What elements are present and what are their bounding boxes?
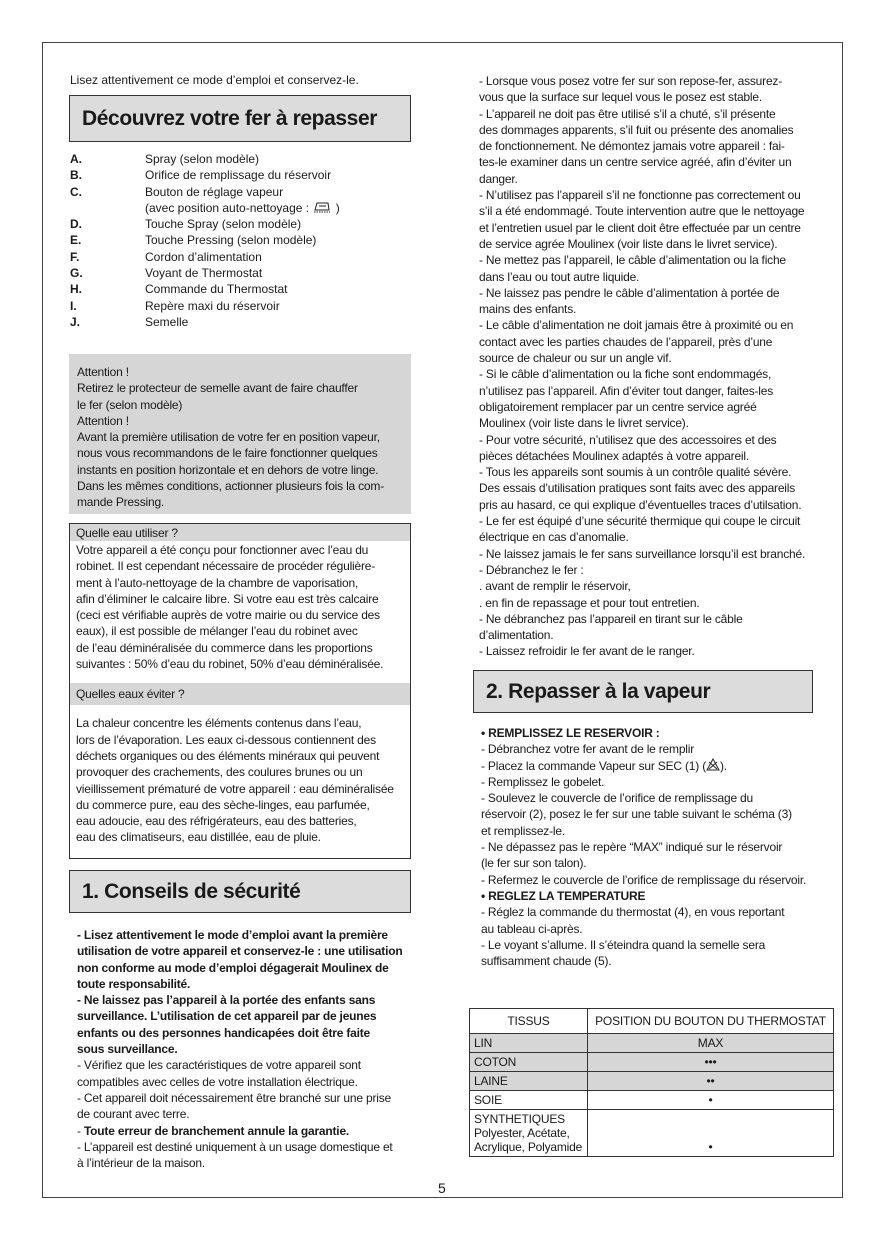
- heading-safety: 1. Conseils de sécurité: [69, 870, 411, 913]
- table-row: LAINE ••: [470, 1072, 834, 1091]
- safety-text: - Lisez attentivement le mode d’emploi avant la première utilisation de votre appareil et conservez-le : une utilisation non conforme au mode d’emploi dégagerait Moulinex de toute responsabilité. - Ne laissez pas l’appareil à la portée des enfants sans surveillance. L’utilisation de cet appareil par de jeunes enfants ou des personnes handicapées doit être faite sous surveillance. - Vérifiez que les caractéristiques de votre appareil sont compatibles avec celles de votre installation électrique. - Cet appareil doit nécessairement être branché sur une prise de courant avec terre. - Toute erreur de branchement annule la garantie. - L’appareil est destiné uniquement à un usage domestique et à l’intérieur de la maison.: [77, 928, 403, 1171]
- heading-steam: 2. Repasser à la vapeur: [473, 670, 813, 713]
- parts-list: [70, 151, 400, 330]
- attention-box: Attention ! Retirez le protecteur de semelle avant de faire chauffer le fer (selon modèle) Attention ! Avant la première utilisation de votre fer en position vapeur, nous vous recommandons de le faire fonctionner quelques instants en position horizontale et en dehors de votre linge. Dans les mêmes conditions, actionner plusieurs fois la com- mande Pressing.: [69, 354, 411, 514]
- part-c: C. Bouton de réglage vapeur: [70, 184, 284, 199]
- part-c-detail: (avec position auto-nettoyage : ): [145, 200, 340, 215]
- table-row: COTON •••: [470, 1053, 834, 1072]
- page-number: 5: [438, 1180, 446, 1196]
- steam-off-icon: [706, 758, 720, 772]
- table-row: LIN MAX: [470, 1034, 834, 1053]
- right-column-text: - Lorsque vous posez votre fer sur son repose-fer, assurez- vous que la surface sur lequel vous le posez est stable. - L’appareil ne doit pas être utilisé s’il a chuté, s’il présente des dommages apparents, s’il fuit ou présente des anomalies de fonctionnement. Ne démontez jamais votre appareil : fai- tes-le examiner dans un centre service agréé, afin d’éviter un danger. - N’utilisez pas l’appareil s’il ne fonctionne pas correctement ou s’il a été endommagé. Toute intervention autre que le nettoyage et l’entretien usuel par le client doit être effectuée par un centre de service agrée Moulinex (voir liste dans le livret service). - Ne mettez pas l’appareil, le câble d’alimentation ou la fiche dans l’eau ou tout autre liquide. - Ne laissez pas pendre le câble d’alimentation à portée de mains des enfants. - Le câble d’alimentation ne doit jamais être à proximité ou en contact avec les parties chaudes de l’appareil, près d’une source de chaleur ou sur un angle vif. - Si le câble d’alimentation ou la fiche sont endommagés, n’utilisez pas l’appareil. Afin d’éviter tout danger, faites-les obligatoirement remplacer par un centre service agréé Moulinex (voir liste dans le livret service). - Pour votre sécurité, n’utilisez que des accessoires et des pièces détachées Moulinex adaptés à votre appareil. - Tous les appareils sont soumis à un contrôle qualité sévère. Des essais d’utilisation pratiques sont faits avec des appareils pris au hasard, ce qui explique d’éventuelles traces d’utilsation. - Le fer est équipé d’une sécurité thermique qui coupe le circuit électrique en cas d’anomalie. - Ne laissez jamais le fer sans surveillance lorsqu’il est branché. - Débranchez le fer : . avant de remplir le réservoir, . en fin de repassage et pour tout entretien. - Ne débranchez pas l’appareil en tirant sur le câble d’alimentation. - Laissez refroidir le fer avant de le ranger.: [479, 74, 806, 659]
- table-row: SOIE •: [470, 1091, 834, 1110]
- water-box: [69, 523, 411, 859]
- water-text: Votre appareil a été conçu pour fonctionner avec l’eau du robinet. Il est cependant nécessaire de procéder régulière- ment à l’auto-nettoyage de la chambre de vaporisation, afin d’éliminer le calcaire libre. Si votre eau est très calcaire (ceci est vérifiable auprès de votre mairie ou du service des eaux), il est possible de mélanger l’eau du robinet avec de l’eau déminéralisée du commerce dans les proportions suivantes : 50% d’eau du robinet, 50% d’eau déminéralisée.: [76, 543, 384, 672]
- part-a: A. Spray (selon modèle): [70, 152, 260, 166]
- intro-text: Lisez attentivement ce mode d’emploi et conservez-le.: [70, 73, 359, 87]
- steam-text: • REMPLISSEZ LE RESERVOIR : - Débranchez votre fer avant de le remplir - Placez la commande Vapeur sur SEC (1) ( ). - Remplissez le gobelet. - Soulevez le couvercle de l’orifice de remplissage du réservoir (2), posez le fer sur une table suivant le schéma (3) et remplissez-le. - Ne dépassez pas le repère “MAX” indiqué sur le réservoir (le fer sur son talon). - Refermez le couvercle de l’orifice de remplissage du réservoir. • REGLEZ LA TEMPERATURE - Réglez la commande du thermostat (4), en vous reportant au tableau ci-après. - Le voyant s’allume. Il s’éteindra quand la semelle sera suffisamment chaude (5).: [481, 726, 807, 969]
- part-i: I. Repère maxi du réservoir: [70, 298, 280, 313]
- col-header-fabrics: TISSUS: [470, 1009, 588, 1034]
- table-row: SYNTHETIQUES Polyester, Acétate, Acrylique, Polyamide •: [470, 1110, 834, 1157]
- water-title: Quelle eau utiliser ?: [70, 524, 410, 541]
- avoid-title: Quelles eaux éviter ?: [70, 683, 410, 705]
- part-h: H. Commande du Thermostat: [70, 282, 288, 297]
- part-f: F. Cordon d’alimentation: [70, 249, 262, 264]
- thermostat-table: [469, 1008, 834, 1157]
- avoid-text: La chaleur concentre les éléments contenus dans l’eau, lors de l’évaporation. Les eaux ci-dessous contiennent des déchets organiques ou des éléments minéraux qui peuvent provoquer des crachements, des coulures brunes ou un vieillissement prématuré de votre appareil : eau déminéralisée du commerce pure, eau des sèche-linges, eau parfumée, eau adoucie, eau des réfrigérateurs, eau des batteries, eau des climatiseurs, eau distillée, eau de pluie.: [76, 716, 394, 845]
- part-d: D. Touche Spray (selon modèle): [70, 217, 302, 232]
- auto-clean-icon: [312, 200, 332, 214]
- part-b: B. Orifice de remplissage du réservoir: [70, 168, 332, 183]
- part-g: G. Voyant de Thermostat: [70, 266, 263, 281]
- heading-discover: Découvrez votre fer à repasser: [69, 95, 411, 142]
- col-header-position: POSITION DU BOUTON DU THERMOSTAT: [588, 1009, 834, 1034]
- part-j: J. Semelle: [70, 314, 189, 329]
- part-e: E. Touche Pressing (selon modèle): [70, 233, 317, 248]
